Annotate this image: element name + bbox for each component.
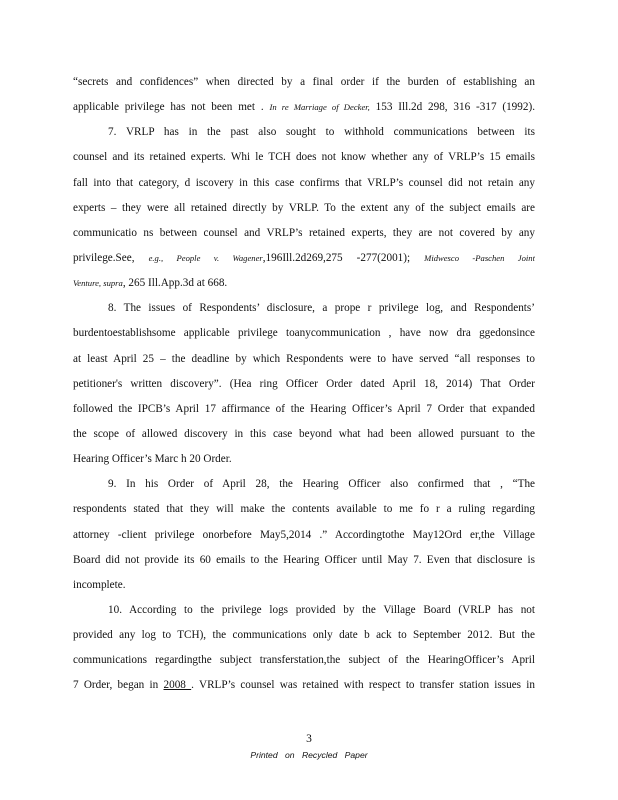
case-citation: Midwesco -Paschen Joint (424, 252, 535, 263)
case-citation: Venture, supra (73, 278, 123, 289)
text-line: 7 Order, began in 2008 . VRLP’s counsel was retained with respect to transfer station issues in (73, 679, 535, 692)
paragraph-10-start: 10. According to the privilege logs provided by the Village Board (VRLP has not (108, 603, 535, 616)
text-line: privilege.See, e.g., People v. Wagener,196Ill.2d269,275 -277(2001); Midwesco -Paschen Joint (73, 251, 535, 264)
text-line: “secrets and confidences” when directed by a final order if the burden of establishing an (73, 76, 535, 88)
text-line: attorney -client privilege onorbefore May5,2014 .” Accordingtothe May12Ord er,the Village (73, 528, 535, 541)
text-line: incomplete. (73, 578, 126, 591)
text-line: Venture, supra, 265 Ill.App.3d at 668. (73, 277, 228, 290)
text-line: fall into that category, d iscovery in this case confirms that VRLP’s counsel did not retain any (73, 176, 535, 189)
text-line: burdentoestablishsome applicable privilege toanycommunication , have now dra ggedonsince (73, 327, 535, 340)
text-line: the scope of allowed discovery in this case beyond what had been allowed pursuant to the (73, 427, 535, 440)
text-line: communications regardingthe subject transferstation,the subject of the HearingOfficer’s April (73, 654, 535, 667)
underlined-year: 2008 (163, 679, 192, 692)
text-line: applicable privilege has not been met . In re Marriage of Decker, 153 Ill.2d 298, 316 -317 (1992). (73, 101, 535, 114)
text-line: respondents stated that they will make the contents available to me fo r a ruling regarding (73, 503, 535, 516)
body-text (73, 70, 535, 699)
text-line: Board did not provide its 60 emails to the Hearing Officer until May 7. Even that disclosure is (73, 553, 535, 566)
text-line: provided any log to TCH), the communications only date b ack to September 2012. But the (73, 629, 535, 642)
text-line: counsel and its retained experts. Whi le TCH does not know whether any of VRLP’s 15 emails (73, 151, 535, 164)
case-citation: In re Marriage of Decker, (269, 102, 370, 113)
paragraph-7-start: 7. VRLP has in the past also sought to withhold communications between its (108, 126, 535, 139)
text-line: petitioner's written discovery”. (Hea ring Officer Order dated April 18, 2014) That Order (73, 377, 535, 390)
footer-recycled-paper: Printed on Recycled Paper (250, 750, 368, 760)
page-number: 3 (306, 733, 312, 745)
case-citation: e.g., People v. Wagener (148, 252, 263, 263)
text-line: experts – they were all retained directly by VRLP. To the extent any of the subject emails are (73, 201, 535, 214)
paragraph-8-start: 8. The issues of Respondents’ disclosure, a prope r privilege log, and Respondents’ (108, 302, 535, 315)
text-line: communicatio ns between counsel and VRLP’s retained experts, they are not covered by any (73, 226, 535, 239)
text-line: Hearing Officer’s Marc h 20 Order. (73, 453, 232, 466)
paragraph-9-start: 9. In his Order of April 28, the Hearing Officer also confirmed that , “The (108, 478, 535, 491)
text-line: at least April 25 – the deadline by which Respondents were to have served “all responses to (73, 352, 535, 365)
text-line: followed the IPCB’s April 17 affirmance of the Hearing Officer’s April 7 Order that expanded (73, 402, 535, 415)
